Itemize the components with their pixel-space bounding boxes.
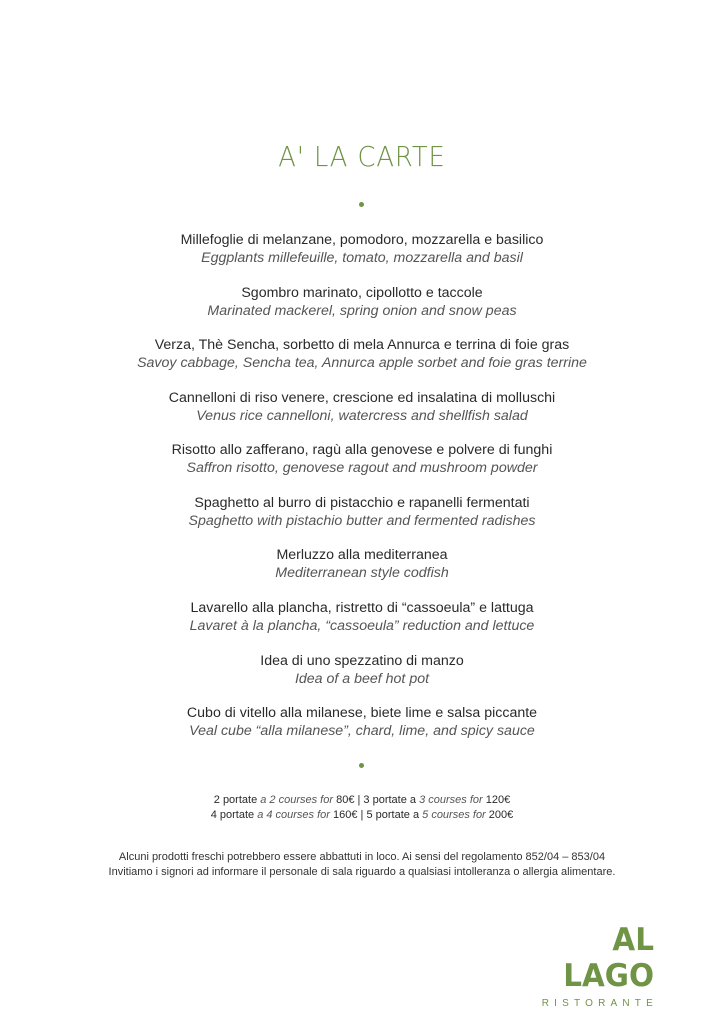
dish-name-it: Merluzzo alla mediterranea [276,547,448,563]
price-list [0,793,724,823]
price-separator: | [357,809,367,821]
dish-name-it: Sgombro marinato, cipollotto e taccole [241,285,483,301]
price-option-en: 3 courses for [419,794,483,806]
note-line-2: Invitiamo i signori ad informare il personale di sala riguardo a qualsiasi intolleranza o allergia alimentare. [108,866,616,878]
dish-name-it: Millefoglie di melanzane, pomodoro, mozzarella e basilico [180,232,544,248]
dish-item [0,231,724,267]
price-separator: | [354,794,364,806]
dish-item [0,441,724,477]
price-value: 200€ [488,809,514,821]
dish-item [0,546,724,582]
price-option-it: 3 portate a [363,794,417,806]
logo-subtitle: RISTORANTE [541,998,658,1009]
price-option-en: a 4 courses for [257,809,330,821]
dish-name-it: Lavarello alla plancha, ristretto di “cassoeula” e lattuga [190,600,534,616]
price-option-en: 5 courses for [422,809,486,821]
dish-name-en: Veal cube “alla milanese”, chard, lime, and spicy sauce [189,723,535,739]
dish-name-en: Saffron risotto, genovese ragout and mushroom powder [186,460,538,476]
divider-dot-bottom [359,763,364,768]
dish-name-it: Verza, Thè Sencha, sorbetto di mela Annurca e terrina di foie gras [154,337,570,353]
price-value: 160€ [333,809,358,821]
dish-name-en: Lavaret à la plancha, “cassoeula” reduction and lettuce [189,618,535,634]
note-line-1: Alcuni prodotti freschi potrebbero essere abbattuti in loco. Ai sensi del regolamento 852/04 – 853/04 [118,851,606,863]
divider-dot-top [359,202,364,207]
dish-name-en: Mediterranean style codfish [275,565,449,581]
dish-item [0,599,724,635]
restaurant-logo [508,922,658,1009]
dish-name-en: Marinated mackerel, spring onion and snow peas [207,303,517,319]
allergy-note [0,850,724,880]
price-value: 120€ [485,794,511,806]
dish-name-en: Spaghetto with pistachio butter and fermented radishes [188,513,536,529]
menu-title: A' LA CARTE [278,140,446,173]
dish-name-it: Risotto allo zafferano, ragù alla genovese e polvere di funghi [171,442,553,458]
price-line-2 [0,808,724,823]
dish-name-en: Venus rice cannelloni, watercress and shellfish salad [196,408,528,424]
price-option-it: 2 portate [213,794,258,806]
price-line-1 [0,793,724,808]
price-option-it: 4 portate [210,809,255,821]
dish-item [0,389,724,425]
price-value: 80€ [336,794,355,806]
dish-item [0,494,724,530]
dish-item [0,284,724,320]
dish-item [0,336,724,372]
dish-name-it: Idea di uno spezzatino di manzo [260,653,464,669]
dish-name-it: Cannelloni di riso venere, crescione ed insalatina di molluschi [168,390,556,406]
dish-name-en: Savoy cabbage, Sencha tea, Annurca apple sorbet and foie gras terrine [137,355,587,371]
dish-item [0,652,724,688]
logo-name: AL LAGO [563,922,654,994]
dish-name-it: Spaghetto al burro di pistacchio e rapanelli fermentati [194,495,530,511]
price-option-en: a 2 courses for [260,794,334,806]
dish-name-en: Eggplants millefeuille, tomato, mozzarella and basil [201,250,523,266]
dish-name-it: Cubo di vitello alla milanese, biete lime e salsa piccante [186,705,538,721]
dish-name-en: Idea of a beef hot pot [294,671,430,687]
dish-item [0,704,724,740]
price-option-it: 5 portate a [366,809,420,821]
